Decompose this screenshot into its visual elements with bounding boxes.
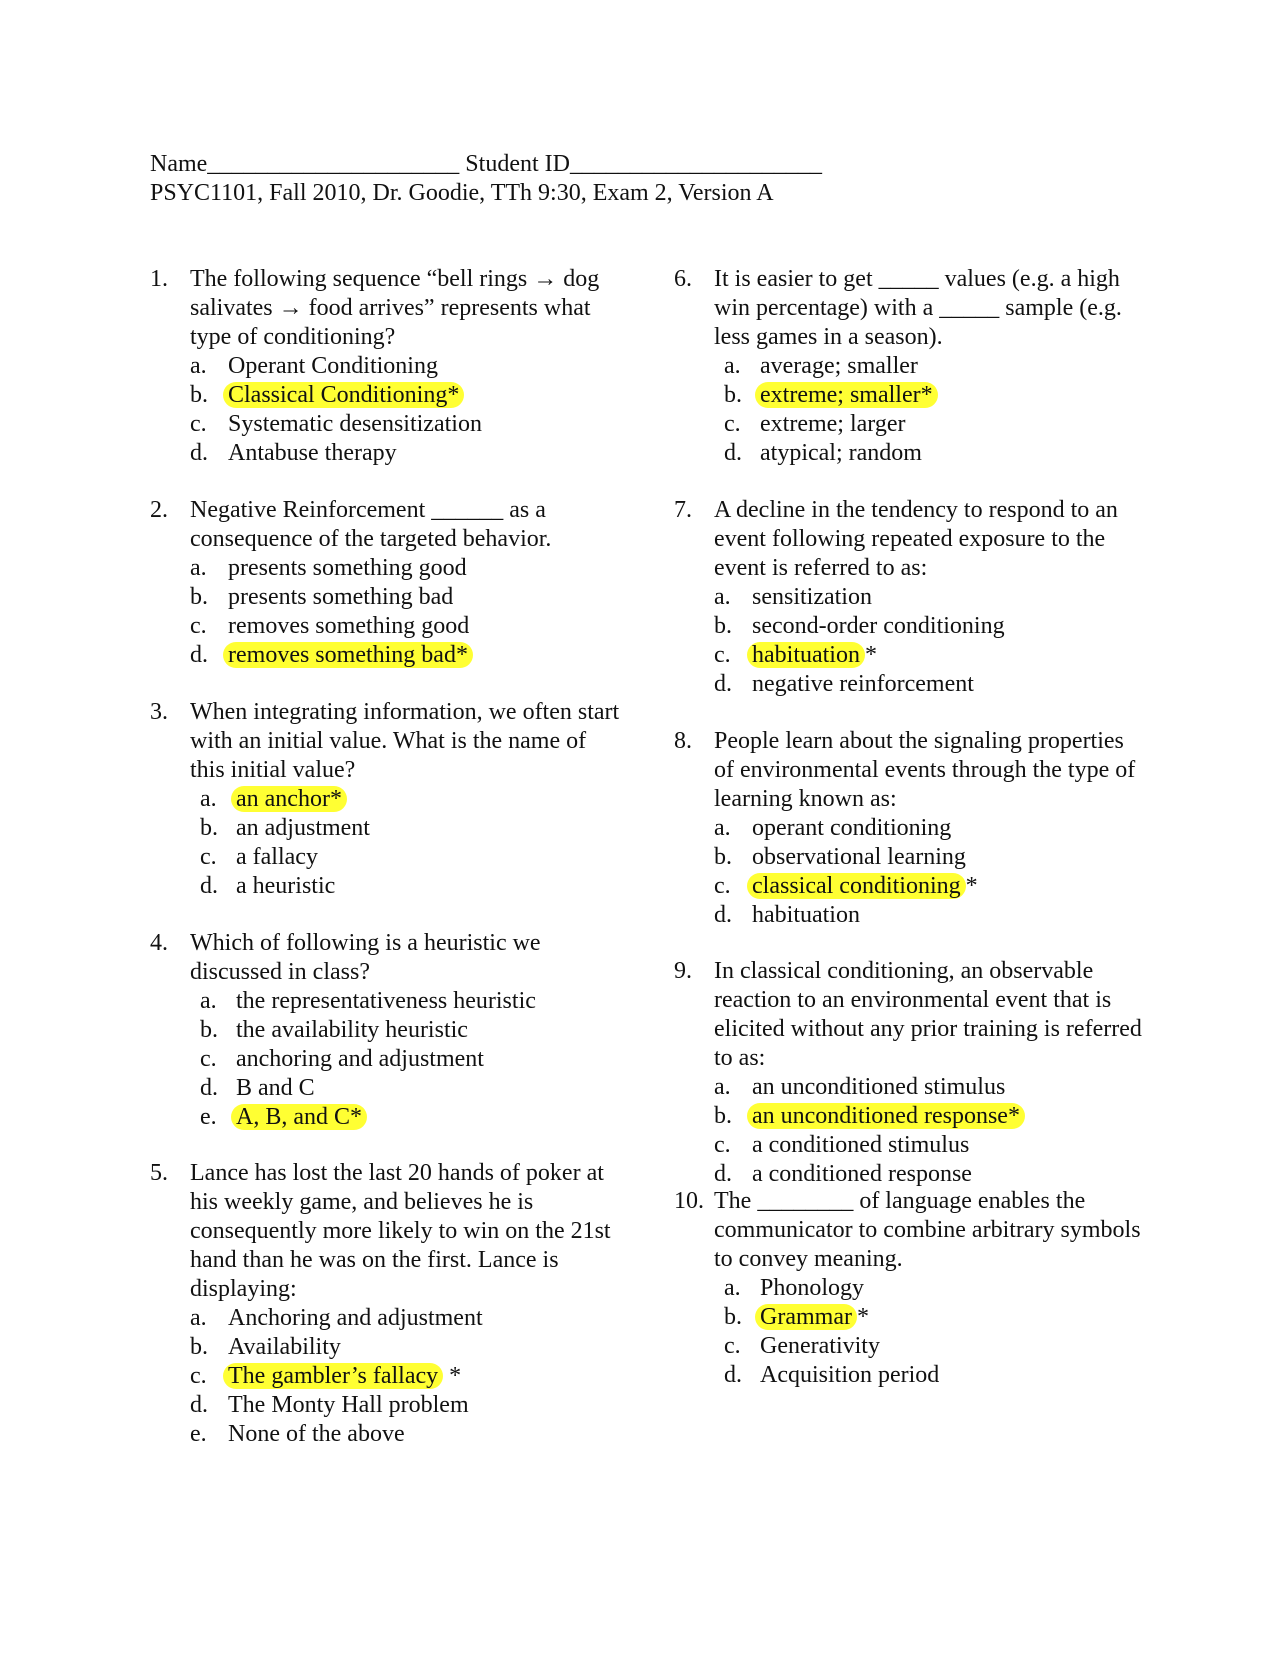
option-text: B and C (236, 1075, 315, 1101)
name-student-id-line: Name_____________________ Student ID_____________________ (150, 151, 822, 177)
option-text: removes something good (228, 613, 470, 639)
option-d (714, 670, 1144, 699)
option-text: sensitization (752, 584, 872, 610)
option-letter: b. (714, 844, 732, 870)
option-text: atypical; random (760, 440, 922, 466)
option-text: presents something bad (228, 584, 454, 610)
option-letter: b. (714, 1103, 732, 1129)
option-letter: d. (190, 440, 208, 466)
option-letter: d. (714, 1161, 732, 1187)
option-b-correct (714, 1303, 1144, 1332)
option-text: Operant Conditioning (228, 353, 438, 379)
option-letter: d. (724, 440, 742, 466)
option-letter: a. (200, 786, 217, 812)
option-c (190, 1045, 620, 1074)
option-letter: b. (724, 382, 742, 408)
question-text: People learn about the signaling properties of environmental events through the type of learning known as: (714, 728, 1136, 812)
option-letter: e. (200, 1104, 217, 1130)
option-c (190, 410, 620, 439)
option-text: anchoring and adjustment (236, 1046, 484, 1072)
option-d (714, 1160, 1144, 1189)
option-b (190, 814, 620, 843)
question-10 (674, 1187, 1144, 1390)
option-text: an adjustment (236, 815, 370, 841)
highlighted-answer: A, B, and C* (231, 1104, 367, 1130)
option-letter: a. (714, 1074, 731, 1100)
question-8 (674, 727, 1144, 930)
option-letter: b. (200, 815, 218, 841)
option-letter: c. (190, 613, 207, 639)
options-list (190, 987, 620, 1132)
question-number: 2. (150, 497, 168, 523)
option-c (190, 612, 620, 641)
option-d (714, 439, 1144, 468)
question-text: Lance has lost the last 20 hands of poker at his weekly game, and believes he is consequently more likely to win on the 21st hand than he was on the first. Lance is displaying: (190, 1160, 611, 1302)
question-3 (150, 698, 620, 901)
option-text: a conditioned response (752, 1161, 972, 1187)
exam-header (150, 150, 1150, 208)
question-text: Which of following is a heuristic we discussed in class? (190, 930, 541, 985)
option-b (190, 1016, 620, 1045)
option-letter: c. (724, 411, 741, 437)
option-text: average; smaller (760, 353, 918, 379)
option-letter: d. (190, 642, 208, 668)
option-c-correct (714, 872, 1144, 901)
highlighted-answer: The gambler’s fallacy (223, 1363, 443, 1389)
option-letter: a. (190, 1305, 207, 1331)
option-c-correct (190, 1362, 620, 1391)
highlighted-answer: Grammar (755, 1304, 857, 1330)
option-a (190, 1304, 620, 1333)
question-9 (674, 957, 1144, 1189)
option-c (714, 410, 1144, 439)
options-list (714, 583, 1144, 699)
option-a (190, 987, 620, 1016)
option-letter: a. (190, 555, 207, 581)
option-text: second-order conditioning (752, 613, 1005, 639)
option-letter: c. (714, 642, 731, 668)
correct-marker: * (864, 642, 877, 668)
option-b (714, 843, 1144, 872)
option-text: operant conditioning (752, 815, 952, 841)
option-letter: a. (714, 815, 731, 841)
option-c (714, 1332, 1144, 1361)
option-text: the representativeness heuristic (236, 988, 536, 1014)
highlighted-answer: classical conditioning (747, 873, 966, 899)
option-letter: b. (190, 1334, 208, 1360)
option-d (714, 901, 1144, 930)
option-b (190, 583, 620, 612)
question-7 (674, 496, 1144, 699)
option-a (714, 352, 1144, 381)
option-b-correct (714, 1102, 1144, 1131)
option-b-correct (190, 381, 620, 410)
option-b-correct (714, 381, 1144, 410)
option-letter: a. (724, 1275, 741, 1301)
question-6 (674, 265, 1144, 468)
question-text: A decline in the tendency to respond to an event following repeated exposure to the event is referred to as: (714, 497, 1118, 581)
option-letter: c. (724, 1333, 741, 1359)
option-letter: c. (190, 1363, 207, 1389)
option-text: an unconditioned stimulus (752, 1074, 1006, 1100)
options-list (714, 352, 1144, 468)
question-number: 4. (150, 930, 168, 956)
option-text: Acquisition period (760, 1362, 940, 1388)
correct-marker: * (856, 1304, 869, 1330)
option-text: Generativity (760, 1333, 880, 1359)
option-a (714, 583, 1144, 612)
option-d (190, 872, 620, 901)
option-b (714, 612, 1144, 641)
option-letter: b. (190, 382, 208, 408)
option-a (714, 1274, 1144, 1303)
option-text: a conditioned stimulus (752, 1132, 970, 1158)
option-d-correct (190, 641, 620, 670)
option-text: habituation (752, 902, 860, 928)
option-d (190, 1391, 620, 1420)
option-a (190, 554, 620, 583)
option-d (714, 1361, 1144, 1390)
question-number: 8. (674, 728, 692, 754)
option-a (714, 814, 1144, 843)
question-4 (150, 929, 620, 1132)
option-letter: e. (190, 1421, 207, 1447)
option-letter: a. (724, 353, 741, 379)
options-list (190, 785, 620, 901)
option-c (190, 843, 620, 872)
option-letter: a. (714, 584, 731, 610)
question-text: Negative Reinforcement ______ as a consequence of the targeted behavior. (190, 497, 552, 552)
option-letter: b. (714, 613, 732, 639)
highlighted-answer: an anchor* (231, 786, 347, 812)
option-letter: d. (190, 1392, 208, 1418)
option-c (714, 1131, 1144, 1160)
option-letter: c. (190, 411, 207, 437)
question-number: 1. (150, 266, 168, 292)
option-text: Antabuse therapy (228, 440, 397, 466)
option-letter: c. (200, 1046, 217, 1072)
option-letter: d. (714, 902, 732, 928)
option-letter: b. (190, 584, 208, 610)
question-1 (150, 265, 620, 468)
option-letter: d. (714, 671, 732, 697)
option-text: Phonology (760, 1275, 865, 1301)
option-text: Systematic desensitization (228, 411, 482, 437)
option-text: Anchoring and adjustment (228, 1305, 483, 1331)
question-text: The following sequence “bell rings → dog salivates → food arrives” represents what type of conditioning? (190, 266, 600, 350)
question-text: The ________ of language enables the communicator to combine arbitrary symbols to convey meaning. (714, 1188, 1141, 1272)
option-text: a fallacy (236, 844, 318, 870)
option-text: presents something good (228, 555, 467, 581)
question-text: It is easier to get _____ values (e.g. a high win percentage) with a _____ sample (e.g. less games in a season). (714, 266, 1122, 350)
option-e (190, 1420, 620, 1449)
option-text: None of the above (228, 1421, 405, 1447)
option-a (190, 352, 620, 381)
option-letter: d. (200, 873, 218, 899)
option-a-correct (190, 785, 620, 814)
option-b (190, 1333, 620, 1362)
options-list (190, 554, 620, 670)
correct-marker: * (965, 873, 978, 899)
highlighted-answer: Classical Conditioning* (223, 382, 464, 408)
question-text: In classical conditioning, an observable reaction to an environmental event that is elicited without any prior training is referred to as: (714, 958, 1142, 1071)
option-letter: c. (714, 1132, 731, 1158)
option-text: negative reinforcement (752, 671, 974, 697)
option-text: extreme; larger (760, 411, 906, 437)
option-letter: a. (190, 353, 207, 379)
question-2 (150, 496, 620, 670)
course-info-line: PSYC1101, Fall 2010, Dr. Goodie, TTh 9:30, Exam 2, Version A (150, 180, 774, 206)
question-number: 6. (674, 266, 692, 292)
option-text: the availability heuristic (236, 1017, 468, 1043)
option-e-correct (190, 1103, 620, 1132)
question-number: 3. (150, 699, 168, 725)
option-text: The Monty Hall problem (228, 1392, 469, 1418)
highlighted-answer: an unconditioned response* (747, 1103, 1025, 1129)
option-c-correct (714, 641, 1144, 670)
correct-marker: * (443, 1363, 462, 1389)
option-letter: b. (200, 1017, 218, 1043)
question-number: 7. (674, 497, 692, 523)
options-list (190, 1304, 620, 1449)
option-letter: d. (724, 1362, 742, 1388)
option-text: Availability (228, 1334, 341, 1360)
question-5 (150, 1159, 620, 1449)
options-list (714, 1073, 1144, 1189)
highlighted-answer: removes something bad* (223, 642, 473, 668)
option-text: observational learning (752, 844, 966, 870)
option-letter: a. (200, 988, 217, 1014)
option-letter: d. (200, 1075, 218, 1101)
options-list (190, 352, 620, 468)
option-a (714, 1073, 1144, 1102)
option-text: a heuristic (236, 873, 336, 899)
question-number: 9. (674, 958, 692, 984)
option-d (190, 439, 620, 468)
question-text: When integrating information, we often start with an initial value. What is the name of this initial value? (190, 699, 620, 783)
option-letter: c. (714, 873, 731, 899)
question-number: 10. (674, 1188, 704, 1214)
question-number: 5. (150, 1160, 168, 1186)
option-letter: b. (724, 1304, 742, 1330)
option-d (190, 1074, 620, 1103)
options-list (714, 1274, 1144, 1390)
options-list (714, 814, 1144, 930)
highlighted-answer: habituation (747, 642, 865, 668)
option-letter: c. (200, 844, 217, 870)
highlighted-answer: extreme; smaller* (755, 382, 938, 408)
